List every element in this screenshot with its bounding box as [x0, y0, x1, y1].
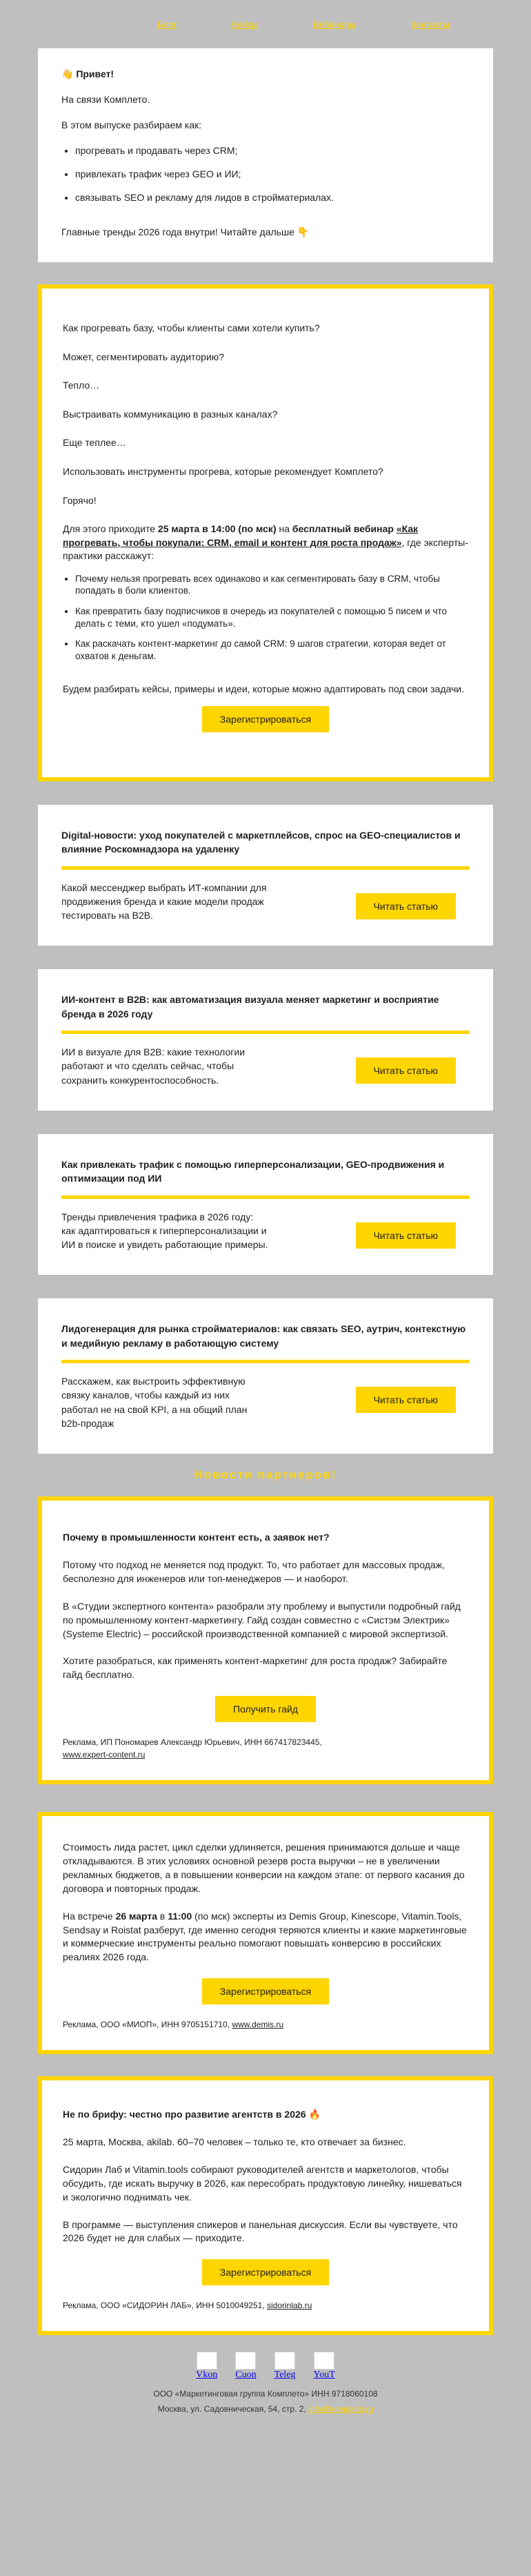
ad-link[interactable]: www.demis.ru — [232, 2020, 284, 2030]
article-text: ИИ в визуале для B2B: какие технологии работают и что сделать сейчас, чтобы сохранить конкурентоспособность. — [61, 1046, 246, 1086]
list-item: • прогревать и продавать через CRM; — [75, 144, 470, 157]
youtube-icon[interactable] — [314, 2352, 335, 2381]
partner-text: Хотите разобраться, как применять контент-маркетинг для роста продаж? Забирайте гайд бесплатно. — [63, 1655, 448, 1681]
invite-text: , где эксперты-практики расскажут: — [63, 536, 468, 562]
article-title[interactable]: Digital-новости: уход покупателей с маркетплейсов, спрос на GEO-специалистов и влияние Роскомнадзора на удаленку — [61, 805, 470, 870]
read-article-button[interactable]: Читать статью — [356, 893, 456, 919]
partners-heading: Новости партнеров! — [194, 1468, 337, 1482]
article-card — [38, 1134, 493, 1275]
image-placeholder — [197, 2352, 217, 2370]
text-fragment: в — [157, 1910, 168, 1922]
vk-icon[interactable] — [196, 2352, 217, 2381]
article-title[interactable]: Лидогенерация для рынка стройматериалов: как связать SEO, аутрич, контекстную и медийную рекламу в работающую систему — [61, 1298, 470, 1363]
intro-line: На связи Комплето. — [61, 93, 150, 105]
read-article-button[interactable]: Читать статью — [356, 1057, 456, 1084]
partner-title: Почему в промышленности контент есть, а заявок нет? — [63, 1532, 330, 1543]
partner-card — [38, 1812, 493, 2054]
social-link[interactable]: YouT — [313, 2370, 335, 2381]
partner-text: Сидорин Лаб и Vitamin.tools собирают руководителей агентств и маркетологов, чтобы обсудить, где искать выручку в 2026, как пересобрать продуктовую линейку, нишеваться и экологично поднимать чек. — [63, 2163, 462, 2203]
ad-disclaimer — [63, 2299, 468, 2312]
question: Горячо! — [63, 494, 97, 506]
question: Использовать инструменты прогрева, которые рекомендует Комплето? — [63, 465, 383, 477]
button-row — [63, 1696, 468, 1722]
webinar-date: 25 марта в 14:00 (по мск) — [157, 523, 277, 535]
nav-link-cases[interactable]: Кейсы — [232, 19, 259, 30]
ad-text: Реклама, ООО «СИДОРИН ЛАБ», ИНН 5010049251, — [63, 2301, 267, 2311]
button-row — [63, 1978, 468, 2004]
partner-text: 25 марта, Москва, akilab. 60–70 человек – только те, кто отвечает за бизнес. — [63, 2136, 406, 2148]
question: Может, сегментировать аудиторию? — [63, 351, 225, 362]
list-item: • привлекать трафик через GEO и ИИ; — [75, 168, 470, 180]
question: Выстраивать коммуникацию в разных каналах? — [63, 408, 278, 420]
article-text: Какой мессенджер выбрать ИТ-компании для продвижения бренда и какие модели продаж тестировать на B2B. — [61, 881, 267, 921]
register-button[interactable]: Зарегистрироваться — [202, 706, 329, 732]
partner-text — [63, 1910, 468, 1965]
list-item: • Почему нельзя прогревать всех одинаково и как сегментировать базу в CRM, чтобы попадать в боли клиентов. — [75, 573, 468, 597]
company-info: ООО «Маркетинговая группа Комплето» ИНН 9718060108 — [153, 2389, 378, 2399]
trends-line: Главные тренды 2026 года внутри! Читайте дальше 👇 — [61, 226, 310, 238]
nav-link-webinars[interactable]: Вебинары — [313, 19, 356, 30]
company-address — [0, 2404, 531, 2414]
article-card — [38, 805, 493, 946]
webinar-closing: Будем разбирать кейсы, примеры и идеи, которые можно адаптировать под свои задачи. — [63, 683, 464, 695]
telegram-icon[interactable] — [274, 2352, 296, 2381]
partner-card — [38, 1496, 493, 1784]
invite-text: на — [276, 523, 292, 535]
nav-link-blog[interactable]: Блог — [157, 19, 177, 30]
image-placeholder — [314, 2352, 334, 2370]
social-link[interactable]: Cuon — [235, 2370, 257, 2381]
button-row — [63, 706, 468, 732]
partner-card — [38, 2076, 493, 2335]
article-body — [61, 1199, 470, 1276]
social-link[interactable]: Teleg — [274, 2370, 296, 2381]
image-placeholder — [235, 2352, 256, 2370]
invite-text: Для этого приходите — [63, 523, 158, 535]
article-card — [38, 969, 493, 1110]
event-time: 11:00 — [168, 1910, 192, 1922]
text-fragment: На встрече — [63, 1910, 116, 1922]
webinar-card — [38, 284, 493, 781]
text-fragment: (по мск) эксперты из Demis Group, Kinescope, Vitamin.Tools, Sendsay и Roistat разберут, где именно сегодня теряются клиенты и какие маркетинговые и коммерческие инструменты реально помогают повышать конверсию в российских реалиях 2026 года. — [63, 1910, 467, 1963]
intro-card — [38, 48, 493, 262]
get-guide-button[interactable]: Получить гайд — [215, 1696, 316, 1722]
button-row — [63, 2259, 468, 2285]
image-placeholder — [274, 2352, 295, 2370]
webinar-list — [63, 573, 468, 662]
ad-text: Реклама, ИП Пономарев Александр Юрьевич, ИНН 667417823445, — [63, 1737, 322, 1748]
list-item: • Как превратить базу подписчиков в очередь из покупателей с помощью 5 писем и что делать с теми, кто ушел «подумать». — [75, 605, 468, 630]
ad-disclaimer — [63, 1736, 468, 1761]
article-title[interactable]: Как привлекать трафик с помощью гиперперсонализации, GEO-продвижения и оптимизации под ИИ — [61, 1134, 470, 1199]
article-text: Тренды привлечения трафика в 2026 году: как адаптироваться к гиперперсонализации и ИИ в поиске и увидеть работающие примеры. — [61, 1211, 268, 1251]
read-article-button[interactable]: Читать статью — [356, 1387, 456, 1413]
email-link[interactable]: info@kompleto.ru — [308, 2404, 374, 2414]
question: Тепло… — [63, 380, 100, 391]
partner-text: Потому что подход не меняется под продукт. То, что работает для массовых продаж, бесполезно для инженеров или топ-менеджеров — и наоборот. — [63, 1559, 445, 1584]
partner-text: В «Студии экспертного контента» разобрали эту проблему и выпустили подробный гайд по промышленному контент-маркетингу. Гайд создан совместно с «Систэм Электрик» (Systeme Electric) – российской производственной компанией с мировой экспертизой. — [63, 1600, 461, 1639]
partner-text: Стоимость лида растет, цикл сделки удлиняется, решения принимаются дольше и чаще откладываются. В этих условиях основной резерв роста выручки – не в увеличении рекламных бюджетов, а в повышении конверсии на каждом этапе: от первого касания до договора и повторных продаж. — [63, 1842, 465, 1894]
article-text: Расскажем, как выстроить эффективную связку каналов, чтобы каждый из них работал не на свой KPI, а на общий план b2b-продаж — [61, 1376, 248, 1429]
list-item: • связывать SEO и рекламу для лидов в стройматериалах. — [75, 191, 470, 204]
ad-link[interactable]: www.expert-content.ru — [63, 1750, 146, 1760]
partner-text: В программе — выступления спикеров и панельная дискуссия. Если вы чувствуете, что 2026 будет не для слабых — приходите. — [63, 2218, 458, 2244]
footer — [0, 2335, 531, 2414]
list-item: • Как раскачать контент-маркетинг до самой CRM: 9 шагов стратегии, которая ведет от охватов к деньгам. — [75, 638, 468, 662]
greeting: 👋 Привет! — [61, 68, 114, 79]
nav-link-contacts[interactable]: Контакты — [410, 19, 450, 30]
top-nav — [0, 0, 531, 48]
question: Еще теплее… — [63, 437, 126, 449]
intro-line: В этом выпуске разбираем как: — [61, 119, 202, 130]
partner-title: Не по брифу: честно про развитие агентств в 2026 🔥 — [63, 2109, 321, 2120]
zen-icon[interactable] — [235, 2352, 256, 2381]
read-article-button[interactable]: Читать статью — [356, 1222, 456, 1249]
ad-text: Реклама, ООО «МИОП», ИНН 9705151710, — [63, 2020, 232, 2030]
article-body — [61, 870, 470, 946]
question: Как прогревать базу, чтобы клиенты сами хотели купить? — [63, 322, 320, 333]
article-title[interactable]: ИИ-контент в B2B: как автоматизация визуала меняет маркетинг и восприятие бренда в 2026 году — [61, 969, 470, 1034]
register-button[interactable]: Зарегистрироваться — [202, 2259, 329, 2285]
article-card — [38, 1298, 493, 1454]
social-links — [0, 2352, 531, 2381]
article-body — [61, 1363, 470, 1454]
article-body — [61, 1034, 470, 1111]
intro-list — [61, 144, 470, 204]
event-date: 26 марта — [115, 1910, 157, 1922]
webinar-title-link[interactable]: «Как прогревать, чтобы покупали: CRM, email и контент для роста продаж» — [63, 523, 419, 548]
webinar-invite — [63, 523, 468, 563]
register-button[interactable]: Зарегистрироваться — [202, 1978, 329, 2004]
ad-link[interactable]: sidorinlab.ru — [267, 2301, 312, 2311]
social-link[interactable]: Vkon — [196, 2370, 218, 2381]
address-text: Москва, ул. Садовническая, 54, стр. 2, — [157, 2404, 309, 2414]
invite-free: бесплатный вебинар — [292, 523, 394, 535]
ad-disclaimer — [63, 2018, 468, 2031]
